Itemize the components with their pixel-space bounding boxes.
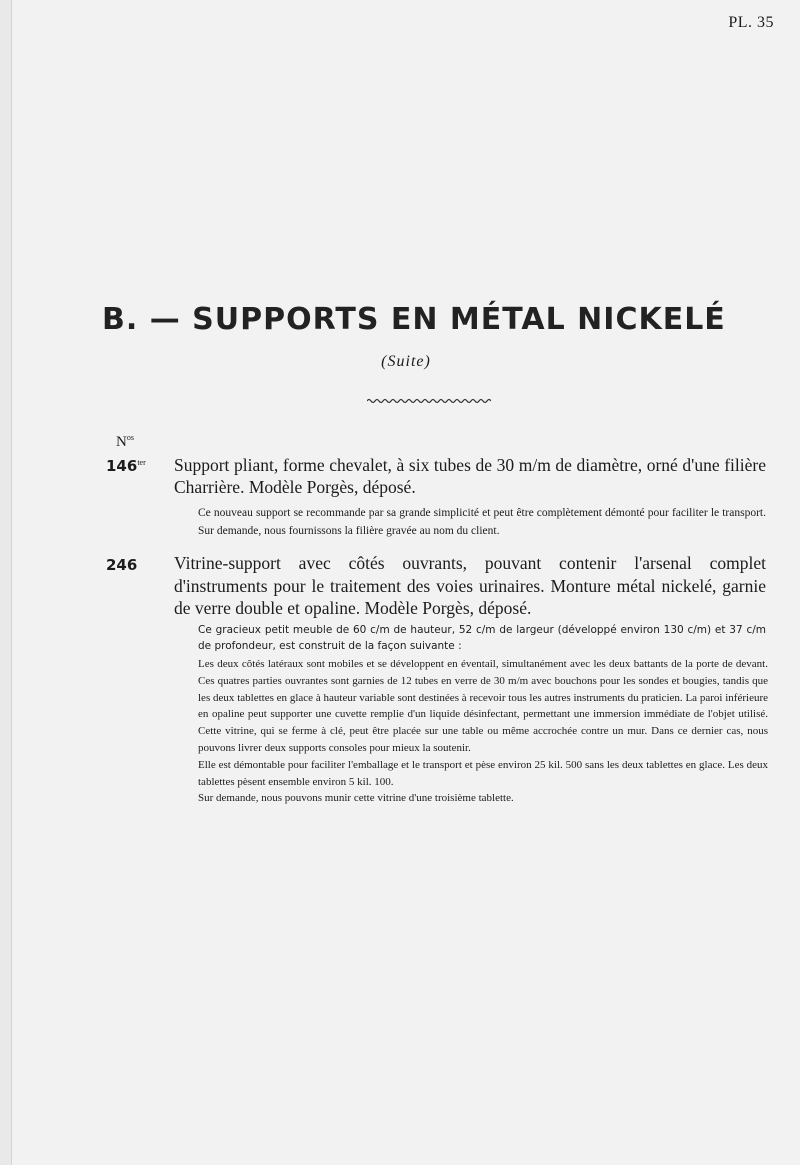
plate-number: PL. 35 xyxy=(728,14,774,31)
entry-note-dimensions: Ce gracieux petit meuble de 60 c/m de hauteur, 52 c/m de largeur (développé environ 130 c/m) et 37 c/m de profondeur, est construit de la façon suivante : xyxy=(198,624,766,652)
entry-description: Support pliant, forme chevalet, à six tubes de 30 m/m de diamètre, orné d'une filière Charrière. Modèle Porgès, déposé. xyxy=(174,455,766,497)
note-paragraph: Elle est démontable pour faciliter l'emballage et le transport et pèse environ 25 kil. 500 sans les deux tablettes en glace. Les deux tablettes pèsent ensemble environ 5 kil. 100. xyxy=(198,758,768,788)
decorative-wavy-rule xyxy=(367,398,491,404)
section-title: B. — SUPPORTS EN MÉTAL NICKELÉ xyxy=(102,302,726,337)
section-subtitle: (Suite) xyxy=(381,353,431,370)
numbers-header: $N^{os}$ xyxy=(116,433,134,450)
entry-note: Ce nouveau support se recommande par sa grande simplicité et peut être complètement démonté pour faciliter le transport. Sur demande, nous fournissons la filière gravée au nom du client. xyxy=(198,507,766,537)
catalog-page xyxy=(12,0,800,1165)
note-paragraph: Les deux côtés latéraux sont mobiles et se développent en éventail, simultanément avec les deux battants de la porte de devant. Ces quatres parties ouvrantes sont garnies de 12 tubes en verre de 30 m/m avec bouchons pour les sondes et bougies, tandis que les deux tablettes en glace à hauteur variable sont destinées à recevoir tous les autres instruments du praticien. La paroi inférieure en opaline peut supporter une cuvette remplie d'un liquide désinfectant, permettant une immersion immédiate de l'objet utilisé. Cette vitrine, qui se ferme à clé, peut être placée sur une table ou même accrochée contre un mur. Dans ce dernier cas, nous pouvons livrer deux supports consoles pour mieux la soutenir. xyxy=(198,658,768,754)
entry-note-details xyxy=(198,656,768,807)
entry-description: Vitrine-support avec côtés ouvrants, pouvant contenir l'arsenal complet d'instruments pour le traitement des voies urinaires. Monture métal nickelé, garnie de verre double et opaline. Modèle Porgès, déposé. xyxy=(174,553,766,618)
note-paragraph: Sur demande, nous pouvons munir cette vitrine d'une troisième tablette. xyxy=(198,792,514,805)
entry-number: $146^{ter}$ xyxy=(106,457,146,475)
entry-number: 246 xyxy=(106,556,138,574)
